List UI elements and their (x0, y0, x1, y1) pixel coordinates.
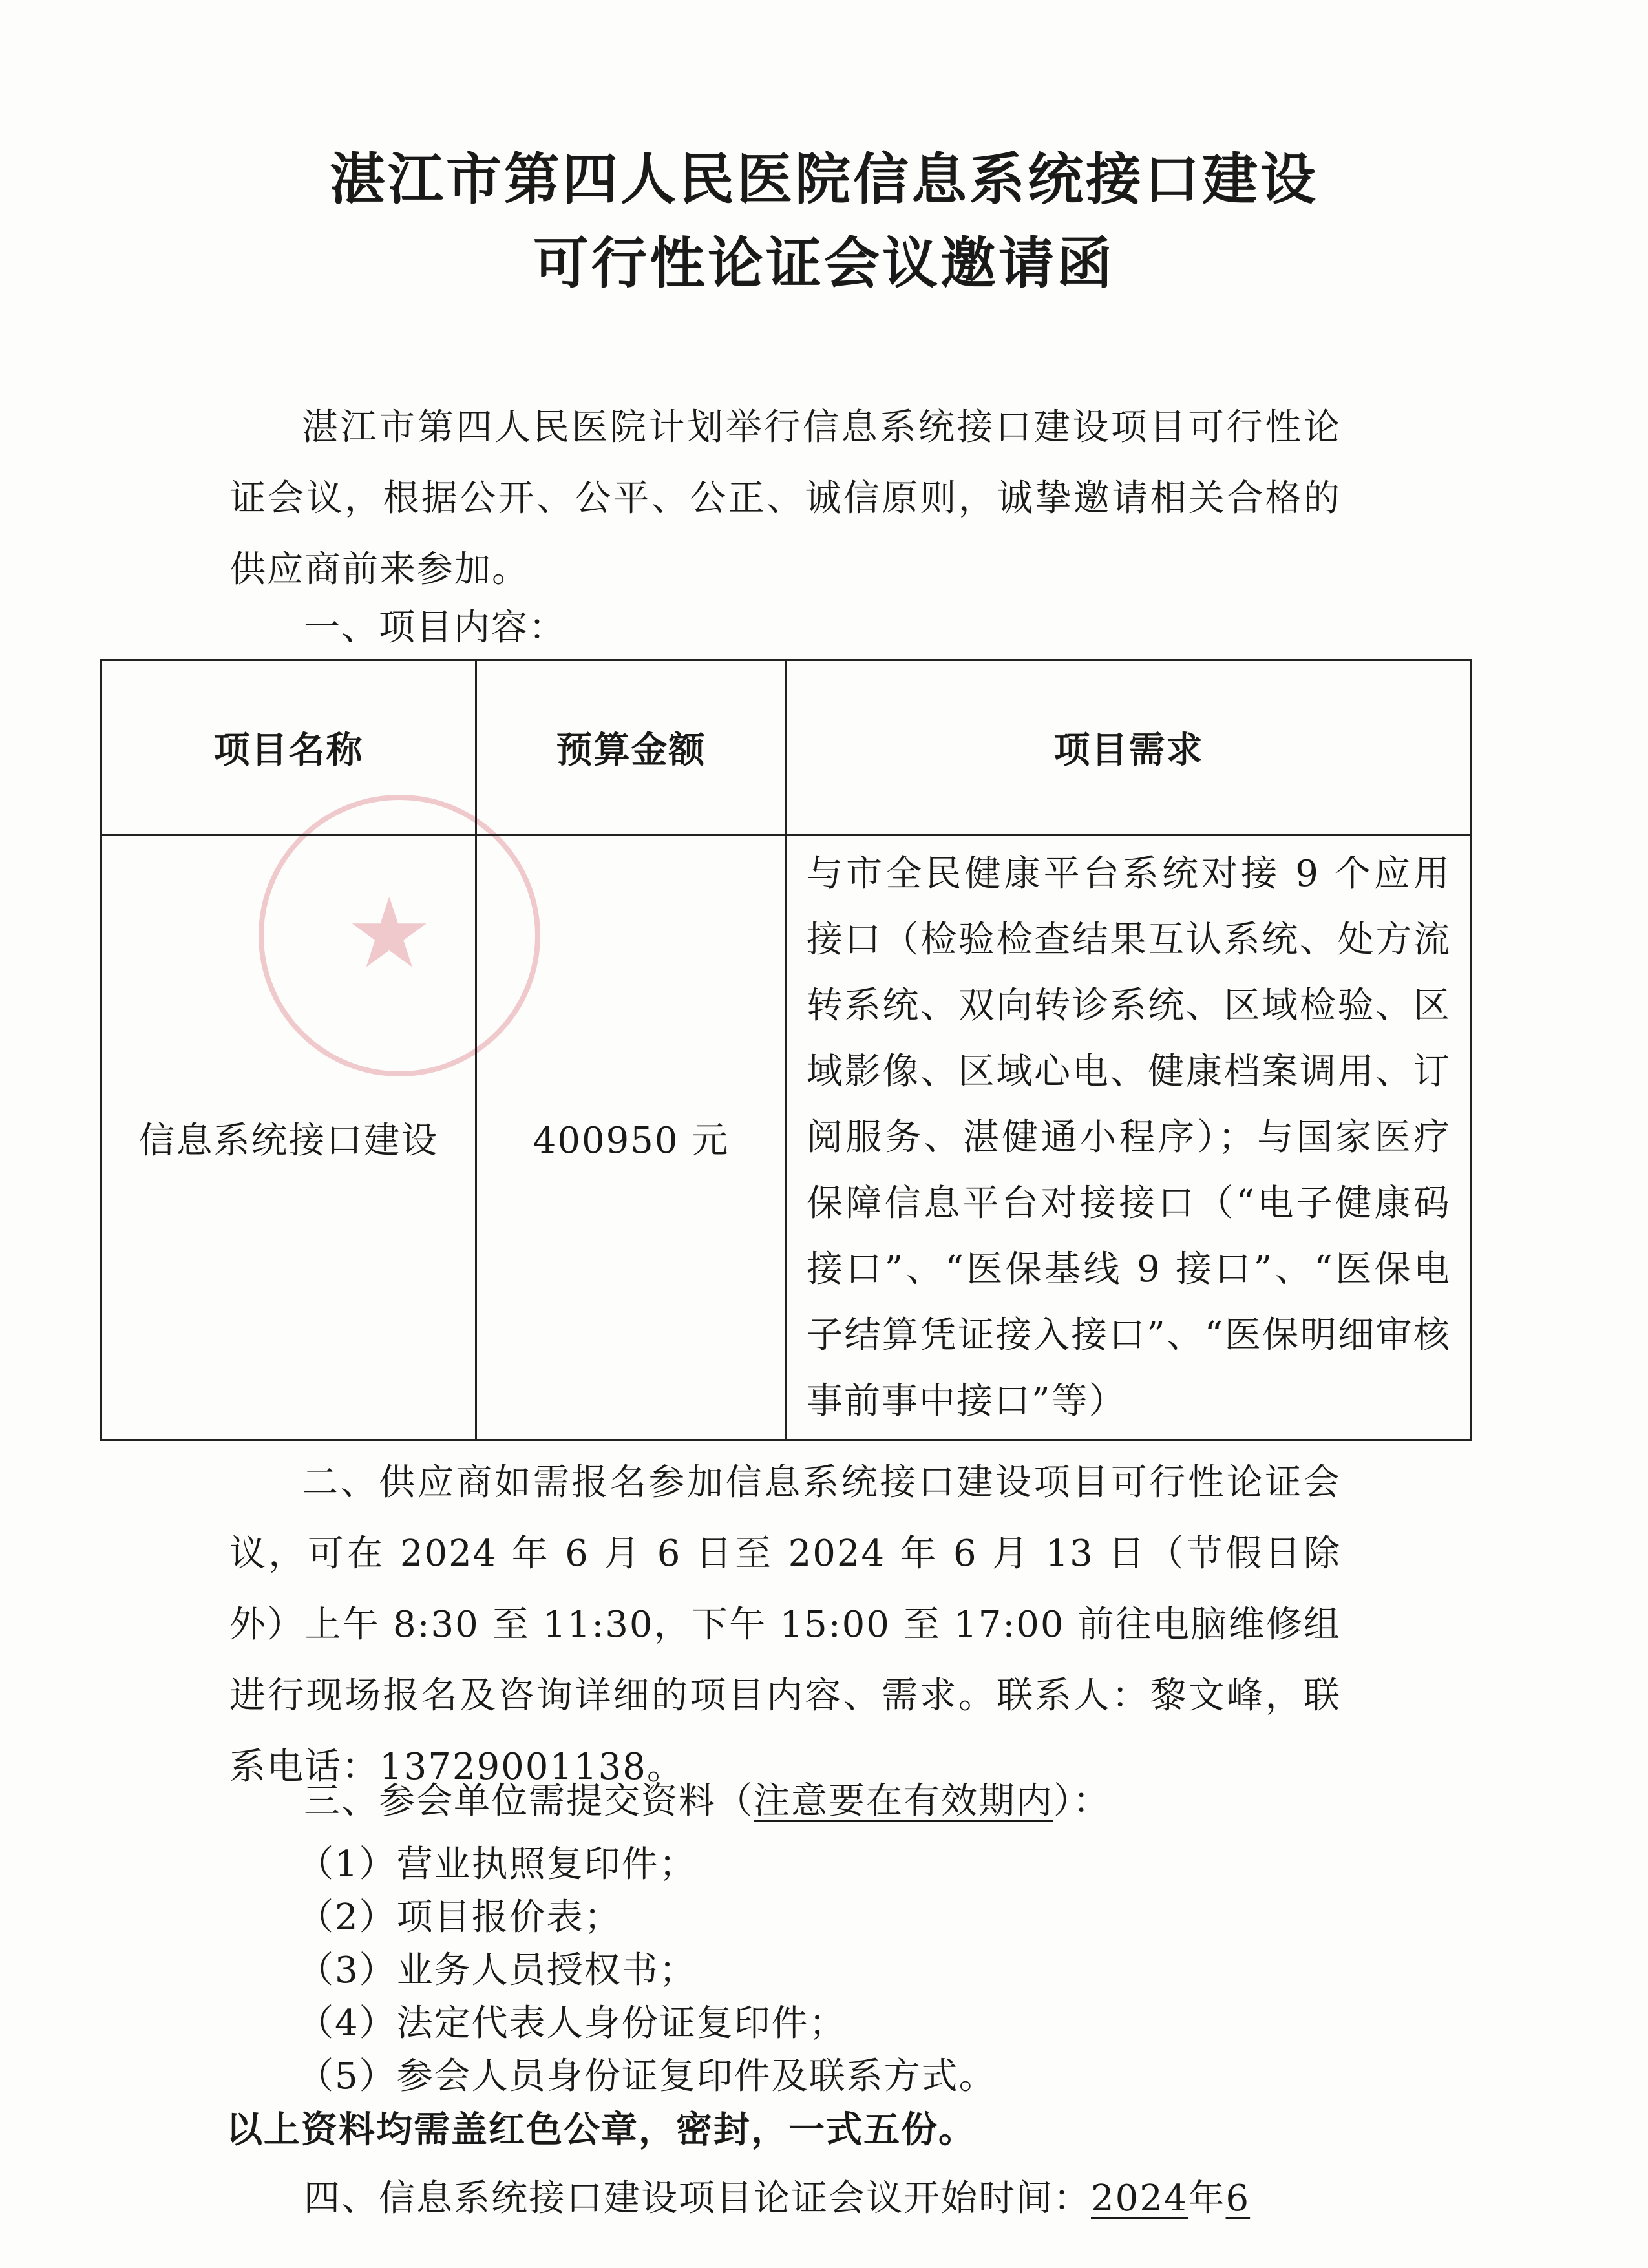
header-project-name: 项目名称 (101, 660, 476, 835)
seal-requirement-note: 以上资料均需盖红色公章，密封，一式五份。 (226, 2108, 976, 2151)
list-item: （3）业务人员授权书； (297, 1949, 697, 1991)
list-item: （4）法定代表人身份证复印件； (297, 2002, 847, 2044)
seal-star-icon: ★ (346, 877, 433, 990)
section4-month: 6 (1225, 2178, 1251, 2220)
cell-requirement: 与市全民健康平台系统对接 9 个应用接口（检验检查结果互认系统、处方流转系统、双向转诊系统、区域检验、区域影像、区域心电、健康档案调用、订阅服务、湛健通小程序）；与国家医疗保障信息平台对接接口（“电子健康码接口”、“医保基线 9 接口”、“医保电子结算凭证接入接口”、“医保明细审核事前事中接口”等） (787, 835, 1472, 1440)
section1-heading: 一、项目内容： (304, 607, 566, 649)
section2-paragraph: 二、供应商如需报名参加信息系统接口建设项目可行性论证会议，可在 2024 年 6 月 6 日至 2024 年 6 月 13 日（节假日除外）上午 8:30 至 11:30，下午 15:00 至 17:00 前往电脑维修组进行现场报名及咨询详细的项目内容、需求。联系人：黎文峰，联系电话：13729001138。 (229, 1462, 1341, 1788)
section4-line (304, 2178, 1415, 2220)
section3-heading (304, 1780, 1415, 1822)
project-table (100, 659, 1472, 1441)
document-title-line1: 湛江市第四人民医院信息系统接口建设 (330, 147, 1318, 212)
list-item: （2）项目报价表； (297, 1896, 622, 1938)
list-item: （1）营业执照复印件； (297, 1843, 697, 1885)
section3-underlined: 注意要在有效期内 (754, 1780, 1053, 1822)
table-header-row (101, 660, 1472, 835)
section3-prefix: 三、参会单位需提交资料（ (304, 1780, 754, 1822)
section3-suffix: ）： (1053, 1780, 1110, 1822)
cell-project-name: 信息系统接口建设 (101, 835, 476, 1440)
section4-year: 2024 (1091, 2178, 1188, 2220)
intro-paragraph: 湛江市第四人民医院计划举行信息系统接口建设项目可行性论证会议，根据公开、公平、公正、诚信原则，诚挚邀请相关合格的供应商前来参加。 (229, 406, 1341, 591)
table-row (101, 835, 1472, 1440)
header-budget: 预算金额 (476, 660, 787, 835)
section4-year-unit: 年 (1188, 2178, 1226, 2220)
cell-budget: 400950 元 (476, 835, 787, 1440)
header-requirement: 项目需求 (787, 660, 1472, 835)
list-item: （5）参会人员身份证复印件及联系方式。 (297, 2055, 997, 2097)
section4-prefix: 四、信息系统接口建设项目论证会议开始时间： (304, 2178, 1091, 2220)
document-title-line2: 可行性论证会议邀请函 (533, 231, 1115, 296)
